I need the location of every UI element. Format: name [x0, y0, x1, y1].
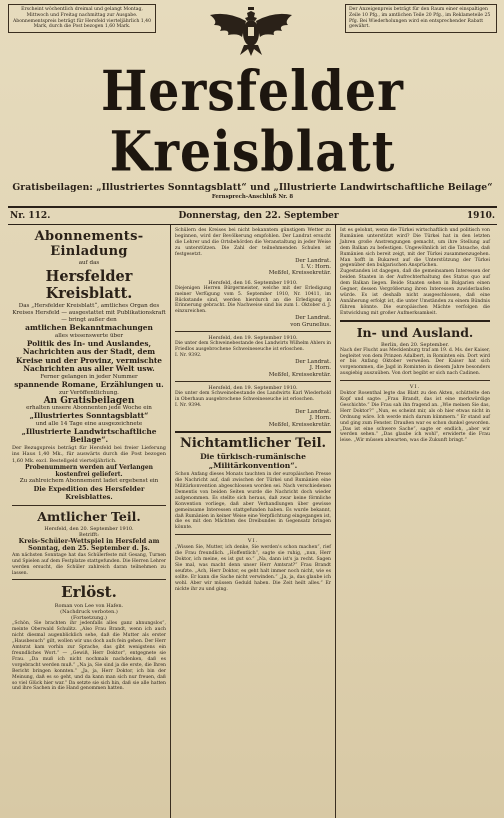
- subscription-b7: Probenummern werden auf Verlangen kostenfrei geliefert.: [24, 463, 154, 478]
- novel-author: Roman von Lee von Hafen.: [54, 603, 124, 610]
- subscription-info-box: Erscheint wöchentlich dreimal und gelangt Montag, Mittwoch und Freitag nachmittag zur Ausgabe. Abonnementspreis beträgt für Hersfeld vierteljährlich 1,40 Mark, durch die Post bezogen 1,60 Mark.: [8, 4, 156, 33]
- content-columns: [8, 225, 497, 818]
- signature-line: I. V.: Horn.: [300, 263, 331, 270]
- column-1: [8, 225, 171, 818]
- domestic-foreign-heading: In- und Ausland.: [356, 324, 474, 340]
- novel-chapter-number: VI.: [409, 384, 421, 391]
- notice-3-ref: I. Nr. 9392.: [175, 352, 202, 358]
- subscription-b1: amtlichen Bekanntmachungen: [25, 323, 153, 332]
- subscription-auf: auf das: [78, 260, 100, 266]
- subscription-p3: Ferner gelangen in jeder Nummer: [40, 373, 138, 380]
- notice-4-signature: [175, 409, 331, 428]
- phone-number: Fernsprech-Anschluß Nr. 8: [211, 194, 294, 200]
- signature-line: Meßfel, Kreissekretär.: [268, 371, 331, 378]
- divider: [340, 380, 490, 381]
- novel-text-continued: „Wissen Sie, Mutter, ich denke, Sie werden's schon machen“, rief die Frau freundlich. „Hoffentlich“, sagte sie ruhig, „nun, Herr Doktor, ich meine, es ist gut so.“ „Na, dann ist's ja recht. Sagen Sie mal, was macht denn unser Herr Amtsrat?“ Frau Brandt seufzte. „Ach, Herr Doktor, es geht halt immer noch nicht, wie es sollte. Er kann die Sache nicht verwinden.“ „Ja, ja, das glaube ich wohl. Aber wir müssen Geduld haben. Die Zeit heilt alles.“ Er nickte ihr zu und ging.: [175, 545, 331, 592]
- unofficial-section-heading: Nichtamtlicher Teil.: [179, 435, 327, 451]
- issue-year: 1910.: [466, 211, 495, 221]
- subtitle-supplements: Gratisbeilagen: „Illustriertes Sonntagsblatt“ und „Illustrierte Landwirtschaftliche Beilage“: [12, 182, 493, 193]
- signature-line: Der Landrat.: [295, 257, 331, 264]
- column-2: [171, 225, 336, 818]
- eagle-icon: [208, 5, 294, 57]
- signature-line: Der Landrat.: [295, 358, 331, 365]
- subscription-p6: und alle 14 Tage eine ausgezeichnete: [35, 420, 143, 427]
- subscription-p8: Zu zahlreichem Abonnement ladet ergebenst ein: [19, 477, 159, 484]
- issue-date: Donnerstag, den 22. September: [178, 211, 339, 221]
- official-subject: Kreis-Schüler-Wettspiel in Hersfeld am Sonntag, den 25. September d. Js.: [18, 537, 160, 553]
- signature-line: Der Landrat.: [295, 408, 331, 415]
- divider: [175, 534, 331, 535]
- notice-4-text: Die unter dem Schweinebestande des Landwirts Karl Wiederhold in Oberhaun ausgebrochene Schweineseuche ist erloschen.: [175, 391, 331, 402]
- novel-title: Erlöst.: [61, 583, 117, 602]
- divider: [12, 579, 166, 580]
- official-text: Am nächsten Sonntage hat das Schülerfeste mit Gesang, Turnen und Spielen auf dem Festplatze stattgefunden. Die Herren Lehrer werden ersucht, die Schüler zahlreich daran teilnehmen zu lassen.: [12, 552, 166, 576]
- notice-2-date: Hersfeld, den 16. September 1910.: [208, 279, 298, 286]
- subscription-b8: Die Expedition des Hersfelder Kreisblattes.: [33, 484, 145, 502]
- novel-text: „Schön, Sie brachten ihr jedenfalls alles ganz ahnungslos“, meinte Oberwald Schulitz. „Also Frau Brandt, wenn ich auch nicht diesmal augenblicklich sehe, daß die Mutter als erster „Hausbesuch“ gilt, wollen wir uns doch aufs fein gehen. Der Herr Amtsrat kam vorhin zur Sprache, das gibt wenigstens ein freundliches Wort.“ — „Gewiß, Herr Doktor“, entgegnete sie Frau. „Da muß ich nicht nochmals nachdenken, daß es vorgebracht werden muß.“ „Na ja, Sie sind ja die erste, die Ihren Bericht bringen konnten.“ „Ja, ja, Herr Doktor, ich bin der Meinung, daß es so geht, und da kann man sich nur freuen, daß so viel Glück hier war.“ Da setzte sie sich hin, daß sie alle hatten und ihre Sachen in die Hand genommen hatten.: [12, 621, 166, 692]
- issue-number: Nr. 112.: [10, 211, 51, 221]
- novel-continuation: (Fortsetzung.): [71, 615, 107, 622]
- signature-line: Der Landrat.: [295, 315, 331, 322]
- eagle-emblem: [206, 4, 296, 58]
- subscription-p7: Der Bezugspreis beträgt für Hersfeld bei freier Lieferung ins Haus 1,40 Mk., für auswärts durch die Post bezogen 1,60 Mk. excl. Bestellgeld vierteljährlich.: [12, 444, 166, 464]
- notice-1-text: Schülern des Kreises bei nicht bekanntem günstigem Wetter zu beginnen, wird der Bevölkerung empfohlen. Der Landrat ersucht die Lehrer und die Ortsbehörden die Veranstaltung in jeder Weise zu unterstützen. Die Zahl der teilnehmenden Schulen ist festgesetzt.: [175, 228, 331, 257]
- signature-line: Meßfel, Kreissekretär.: [268, 270, 331, 277]
- subscription-p5: erhalten unsere Abonnenten jede Woche ein: [26, 405, 152, 412]
- divider: [340, 320, 490, 322]
- subscription-p1: Das „Hersfelder Kreisblatt“, amtliches Organ des Kreises Hersfeld — ausgestattet mit Publikationskraft — bringt außer den: [12, 303, 166, 323]
- notice-3-text: Die unter dem Schweinebestande des Landwirts Wilhelm Ahlers in Friedlos ausgebrochene Schweineseuche ist erloschen.: [175, 341, 331, 352]
- divider: [175, 431, 331, 433]
- divider: [12, 505, 166, 506]
- article-continued-text: Ist es gelohnt, wenn die Türkei wirtschaftlich und politisch von Rumänien unterstützt wird? Die Türkei hat in den letzten Jahren große Anstrengungen gemacht, um ihre Stellung auf dem Balkan zu befestigen. Ungewöhnlich ist die Tatsache, daß Rumänien sich bereit zeigt, mit der Türkei zusammenzugehen. Man hofft in Bukarest auf die Unterstützung der Türkei gegenüber den bulgarischen Ansprüchen.: [340, 228, 490, 269]
- signature-line: von Grunelius.: [290, 321, 331, 328]
- subscription-b3: spannende Romane, Erzählungen u.: [14, 379, 164, 389]
- divider: [175, 331, 331, 332]
- subscription-b2: Politik des In- und Auslandes, Nachrichten aus der Stadt, dem Kreise und der Provinz, vermischte Nachrichten aus aller Welt usw.: [16, 338, 162, 374]
- notice-2-signature: [175, 315, 331, 328]
- subscription-p4: zur Veröffentlichung.: [59, 389, 119, 396]
- article-text: Schon Anfang dieses Monats tauchten in der europäischen Presse die Nachricht auf, daß zwischen der Türkei und Rumänien eine Militärkonvention abgeschlossen worden sei. Nach verschiedenen Dementis von beiden Seiten wurde die Nachricht doch wieder aufgenommen. Es stellte sich heraus, daß zwar keine förmliche Konvention vorliege, daß aber Verhandlungen über gewisse gemeinsame Interessen stattgefunden haben. Es wurde bekannt, daß Rumänien in keiner Weise eine Verpflichtung eingegangen ist, die es mit den Mächten des Dreibundes in Gegensatz bringen könnte.: [175, 472, 331, 531]
- signature-line: Meßfel, Kreissekretär.: [268, 421, 331, 428]
- subscription-b6: „Illustrierte Landwirtschaftliche Beilage“.: [21, 426, 157, 445]
- article-continued-text-2: Zugestanden ist dagegen, daß die gemeinsamen Interessen der beiden Staaten in der Aufrechterhaltung des Status quo auf dem Balkan liegen. Beide Staaten sehen in Bulgarien einen Gegner, dessen Vergrößerung ihren Interessen zuwiderlaufen würde. Es ist deshalb nicht ausgeschlossen, daß eine Annäherung erfolgt ist, die unter Umständen zu einem Bündnis führen könnte. Die europäischen Mächte verfolgen die Entwicklung mit großer Aufmerksamkeit.: [340, 269, 490, 316]
- subscription-b4: An Gratisbeilagen: [43, 395, 135, 406]
- notice-3-date: Hersfeld, den 19. September 1910.: [208, 335, 298, 342]
- news-text: Nach der Flucht aus Mecklenburg traf am 19. d. Ms. der Kaiser, begleitet von dem Prinzen Adalbert, in Rominten ein. Dort wird er bis Anfang Oktober verweilen. Der Kaiser hat sich vorgenommen, die Jagd in Rominten in diesem Jahre besonders ausgiebig auszuüben. Von dort begibt er sich nach Cadinen.: [340, 347, 490, 377]
- novel-chapter-number: VI.: [247, 538, 259, 545]
- official-betrifft: Betrifft:: [79, 532, 99, 539]
- subscription-heading: Abonnements-Einladung: [34, 229, 144, 259]
- advertising-price-box: Der Anzeigenpreis beträgt für den Raum einer einspaltigen Zeile 10 Pfg., im amtlichen Teile 20 Pfg., im Reklameteile 25 Pfg. Bei Wiederholungen wird ein entsprechender Rabatt gewährt.: [345, 4, 497, 33]
- news-dateline: Berlin, den 20. September.: [380, 341, 449, 348]
- notice-3-signature: [175, 359, 331, 378]
- official-date: Hersfeld, den 20. September 1910.: [44, 526, 134, 533]
- masthead-top: [8, 4, 497, 58]
- subscription-paper-name: Hersfelder Kreisblatt.: [45, 268, 133, 302]
- dateline: [8, 208, 497, 224]
- notice-4-ref: I. Nr. 9394.: [175, 402, 202, 408]
- subscription-b5: „Illustriertes Sonntagsblatt“: [29, 411, 149, 421]
- notice-4-date: Hersfeld, den 19. September 1910.: [208, 385, 298, 392]
- subscription-p2: alles wissenswerte über: [54, 332, 124, 339]
- column-3: [336, 225, 494, 818]
- novel-reprint-note: (Nachdruck verboten.): [60, 609, 118, 616]
- novel-text-continued: Doktor Rosenthal legte das Blatt zu den Akten, schüttelte den Kopf und sagte: „Frau Brandt, das ist eine merkwürdige Geschichte.“ Die Frau sah ihn fragend an. „Wie meinen Sie das, Herr Doktor?“ „Nun, es scheint mir, als ob hier etwas nicht in Ordnung wäre. Ich werde mich darum kümmern.“ Er stand auf und ging zum Fenster. Draußen war es schon dunkel geworden. „Das ist eine schwere Sache“, sagte er endlich, „aber wir werden sehen.“ „Das glaube ich wohl“, erwiderte die Frau leise. „Wir müssen abwarten, was die Zukunft bringt.“: [340, 391, 490, 444]
- official-section-heading: Amtlicher Teil.: [37, 509, 141, 525]
- newspaper-title: Hersfelder Kreisblatt: [101, 58, 404, 184]
- notice-2-text: Diejenigen Herren Bürgermeister, welche mit der Erledigung meiner Verfügung vom 5. September 1910, Nr. 10411, im Rückstande sind, werden hierdurch an die Erledigung in Erinnerung gebracht. Die Nachweise sind bis zum 1. Oktober d. J. einzureichen.: [175, 285, 331, 315]
- signature-line: J. Horn.: [309, 365, 331, 372]
- notice-1-signature: [175, 258, 331, 277]
- signature-line: J. Horn.: [309, 415, 331, 422]
- divider: [175, 381, 331, 382]
- article-heading: Die türkisch-rumänische „Militärkonvention“.: [200, 451, 306, 470]
